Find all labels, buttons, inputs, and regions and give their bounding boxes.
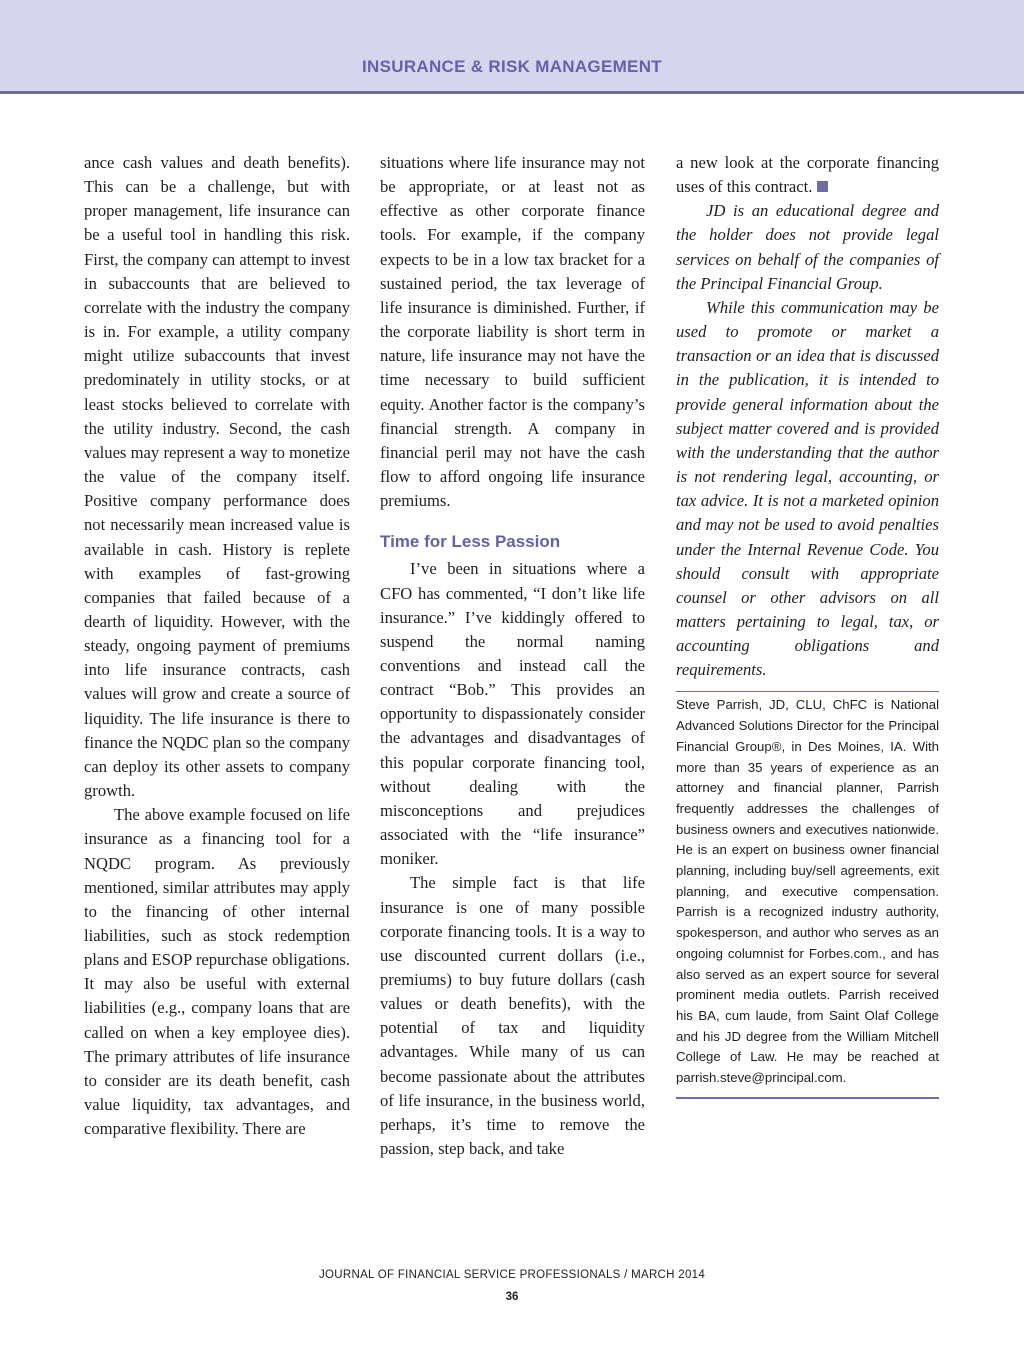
column-3 bbox=[676, 151, 939, 1099]
section-title: INSURANCE & RISK MANAGEMENT bbox=[362, 57, 662, 76]
paragraph: ance cash values and death benefits). This can be a challenge, but with proper management, life insurance can be a useful tool in handling this risk. First, the company can attempt to invest in subaccounts that are believed to correlate with the industry the company is in. For example, a utility company might utilize subaccounts that invest predominately in utility stocks, or at least stocks believed to correlate with the utility industry. Second, the cash values may represent a way to monetize the value of the company itself. Positive company performance does not necessarily mean increased value is available in cash. History is replete with examples of fast-growing companies that failed because of a dearth of liquidity. However, with the steady, ongoing payment of premiums into life insurance contracts, cash values will grow and create a source of liquidity. The life insurance is there to finance the NQDC plan so the company can deploy its other assets to company growth. bbox=[84, 153, 350, 801]
disclaimer-advice: While this communication may be used to promote or market a transaction or an idea that is discussed in the publication, it is intended to provide general information about the subject matter covered and is provided with the understanding that the author is not rendering legal, accounting, or tax advice. It is not a marketed opinion and may not be used to avoid penalties under the Internal Revenue Code. You should consult with appropriate counsel or other advisors on all matters pertaining to legal, tax, or accounting obligations and requirements. bbox=[676, 297, 939, 680]
subheading: Time for Less Passion bbox=[380, 532, 561, 552]
journal-footer: JOURNAL OF FINANCIAL SERVICE PROFESSIONALS / MARCH 2014 bbox=[318, 1269, 706, 1281]
closing-text: a new look at the corporate financing uses of this contract. bbox=[676, 153, 939, 197]
section-header-band bbox=[0, 0, 1024, 94]
page-number: 36 bbox=[505, 1291, 519, 1303]
paragraph: The above example focused on life insurance as a financing tool for a NQDC program. As previously mentioned, similar attributes may apply to the financing of other internal liabilities, such as stock redemption plans and ESOP repurchase obligations. It may also be useful with external liabilities (e.g., company loans that are called on when a key employee dies). The primary attributes of life insurance to consider are its death benefit, cash value liquidity, tax advantages, and comparative flexibility. There are bbox=[84, 805, 350, 1139]
column-1 bbox=[84, 151, 350, 1141]
paragraph: situations where life insurance may not be appropriate, or at least not as effective as other corporate finance tools. For example, if the company expects to be in a low tax bracket for a sustained period, the tax leverage of life insurance is diminished. Further, if the corporate liability is short term in nature, life insurance may not have the time necessary to build sufficient equity. Another factor is the company’s financial strength. A company in financial peril may not have the cash flow to afford ongoing life insurance premiums. bbox=[380, 153, 645, 511]
paragraph bbox=[676, 151, 939, 199]
column-2 bbox=[380, 151, 645, 1161]
divider bbox=[676, 1097, 939, 1099]
disclaimer-degree: JD is an educational degree and the holder does not provide legal services on behalf of the companies of the Principal Financial Group. bbox=[676, 201, 939, 293]
end-of-article-square-icon bbox=[817, 181, 828, 192]
author-bio: Steve Parrish, JD, CLU, ChFC is National Advanced Solutions Director for the Principal Financial Group®, in Des Moines, IA. With more than 35 years of experience as an attorney and financial planner, Parrish frequently addresses the challenges of business owners and executives nationwide. He is an expert on business owner financial planning, including buy/sell agreements, exit planning, and executive compensation. Parrish is a recognized industry authority, spokesperson, and author who serves as an ongoing columnist for Forbes.com., and has also served as an expert source for several prominent media outlets. Parrish received his BA, cum laude, from Saint Olaf College and his JD degree from the William Mitchell College of Law. He may be reached at parrish.steve@principal.com. bbox=[676, 697, 939, 1086]
paragraph: The simple fact is that life insurance is one of many possible corporate financing tools. It is a way to use discounted current dollars (i.e., premiums) to buy future dollars (cash values or death benefits), with the potential of tax and liquidity advantages. While many of us can become passionate about the attributes of life insurance, in the business world, perhaps, it’s time to remove the passion, step back, and take bbox=[380, 873, 645, 1159]
paragraph: I’ve been in situations where a CFO has commented, “I don’t like life insurance.” I’ve kiddingly offered to suspend the normal naming conventions and instead call the contract “Bob.” This provides an opportunity to dispassionately consider the advantages and disadvantages of this popular corporate financing tool, without dealing with the misconceptions and prejudices associated with the “life insurance” moniker. bbox=[380, 559, 645, 869]
